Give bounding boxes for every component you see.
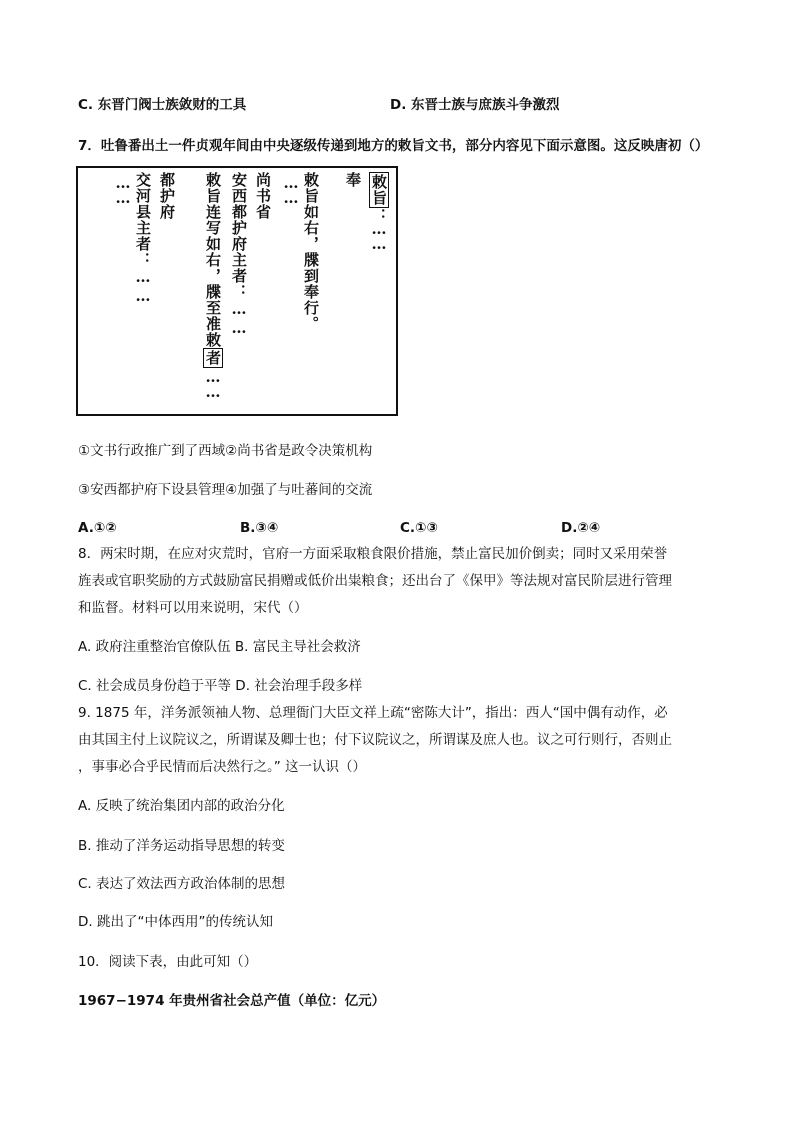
q8-stem-line2: 旌表或官职奖励的方式鼓励富民捐赠或低价出粜粮食；还出台了《保甲》等法规对富民阶层进行管理 bbox=[78, 573, 672, 589]
edict-column-10: …… bbox=[114, 174, 132, 204]
edict-column-1-post: ：…… bbox=[370, 208, 388, 250]
q9-stem-line1: 9. 1875 年，洋务派领袖人物、总理衙门大臣文祥上疏“密陈大计”，指出：西人“国中偶有动作，必 bbox=[78, 705, 668, 721]
edict-column-7-pre: 敕旨连写如右，牒至准敕 bbox=[204, 172, 222, 348]
edict-column-7 bbox=[204, 172, 222, 398]
q9-stem-line2: 由其国主付上议院议之，所谓谋及卿士也；付下议院议之，所谓谋及庶人也。议之可行则行，否则止 bbox=[78, 732, 672, 748]
edict-column-7-post: …… bbox=[204, 368, 222, 398]
q10-table-title: 1967−1974 年贵州省社会总产值（单位：亿元） bbox=[78, 993, 386, 1009]
q7-option-a: A.①② bbox=[78, 520, 117, 536]
q9-stem-line3: ，事事必合乎民情而后决然行之。” 这一认识（） bbox=[78, 759, 367, 775]
q7-option-d: D.②④ bbox=[561, 520, 601, 536]
q7-option-b: B.③④ bbox=[240, 520, 279, 536]
edict-document-figure bbox=[76, 166, 398, 416]
q9-option-c: C. 表达了效法西方政治体制的思想 bbox=[78, 876, 286, 892]
q7-option-c: C.①③ bbox=[400, 520, 438, 536]
q10-stem: 10．阅读下表，由此可知（） bbox=[78, 954, 258, 970]
q7-statements-2: ③安西都护府下设县管理④加强了与吐蕃间的交流 bbox=[78, 482, 373, 498]
edict-boxed-chizhi: 敕旨 bbox=[370, 174, 388, 206]
edict-column-3: 敕旨如右，牒到奉行。 bbox=[302, 172, 320, 332]
q9-option-d: D. 跳出了“中体西用”的传统认知 bbox=[78, 914, 273, 930]
q8-options-ab: A. 政府注重整治官僚队伍 B. 富民主导社会救济 bbox=[78, 639, 361, 655]
edict-column-8: 都护府 bbox=[158, 172, 176, 220]
q6-option-d: D. 东晋士族与庶族斗争激烈 bbox=[390, 97, 560, 113]
q8-stem-line3: 和监督。材料可以用来说明，宋代（） bbox=[78, 600, 308, 616]
edict-column-5: 尚书省 bbox=[254, 172, 272, 220]
edict-boxed-zhe: 者 bbox=[204, 350, 222, 366]
edict-column-2: 奉 bbox=[344, 172, 362, 188]
edict-column-6: 安西都护府主者：…… bbox=[230, 172, 248, 338]
edict-column-9: 交河县主者：…… bbox=[134, 172, 152, 306]
q7-stem: 7．吐鲁番出土一件贞观年间由中央逐级传递到地方的敕旨文书，部分内容见下面示意图。这反映唐初（） bbox=[78, 138, 709, 154]
q7-statements-1: ①文书行政推广到了西域②尚书省是政令决策机构 bbox=[78, 443, 373, 459]
edict-column-4: …… bbox=[282, 174, 300, 204]
q8-options-cd: C. 社会成员身份趋于平等 D. 社会治理手段多样 bbox=[78, 678, 363, 694]
q6-option-c: C. 东晋门阀士族敛财的工具 bbox=[78, 97, 247, 113]
edict-column-1 bbox=[370, 172, 388, 250]
q9-option-b: B. 推动了洋务运动指导思想的转变 bbox=[78, 838, 285, 854]
q9-option-a: A. 反映了统治集团内部的政治分化 bbox=[78, 798, 285, 814]
q8-stem-line1: 8．两宋时期，在应对灾荒时，官府一方面采取粮食限价措施，禁止富民加价倒卖；同时又采用荣誉 bbox=[78, 546, 668, 562]
